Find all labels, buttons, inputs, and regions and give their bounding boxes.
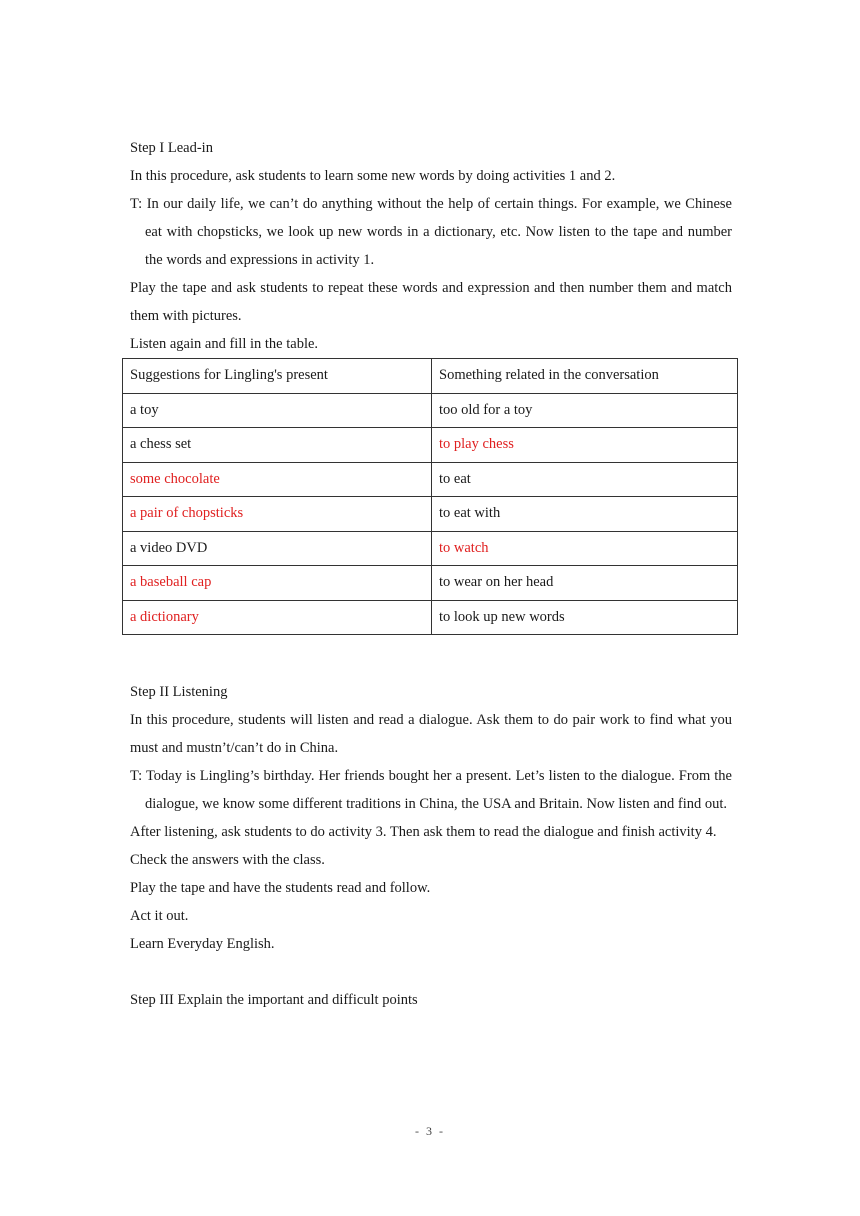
spacer xyxy=(130,958,732,986)
table-answer-cell: some chocolate xyxy=(123,462,432,497)
table-answer-cell: to watch xyxy=(432,531,738,566)
step2-act: Act it out. xyxy=(130,908,189,924)
step1-play-instruction: Play the tape and ask students to repeat these words and expression and then number them and match them with pictures. xyxy=(130,280,732,324)
step1-intro: In this procedure, ask students to learn some new words by doing activities 1 and 2. xyxy=(130,168,616,184)
document-body xyxy=(130,134,732,1014)
table-header-cell: Suggestions for Lingling's present xyxy=(123,359,432,394)
step3-heading: Step III Explain the important and difficult points xyxy=(130,992,418,1008)
table-cell: to eat xyxy=(432,462,738,497)
table-header-cell: Something related in the conversation xyxy=(432,359,738,394)
step2-play: Play the tape and have the students read and follow. xyxy=(130,880,431,896)
step1-listen-again: Listen again and fill in the table. xyxy=(130,336,319,352)
table-cell: a toy xyxy=(123,393,432,428)
table-cell: to look up new words xyxy=(432,600,738,635)
table-cell: a video DVD xyxy=(123,531,432,566)
table-answer-cell: a dictionary xyxy=(123,600,432,635)
step2-check: Check the answers with the class. xyxy=(130,852,325,868)
table-answer-cell: a pair of chopsticks xyxy=(123,497,432,532)
step2-intro: In this procedure, students will listen and read a dialogue. Ask them to do pair work to find what you must and mustn’t/can’t do in China. xyxy=(130,712,732,756)
table-row xyxy=(123,497,738,532)
step1-teacher-speech: T: In our daily life, we can’t do anything without the help of certain things. For example, we Chinese eat with chopsticks, we look up new words in a dictionary, etc. Now listen to the tape and number the words and expressions in activity 1. xyxy=(130,196,732,268)
table-row xyxy=(123,566,738,601)
table-cell: a chess set xyxy=(123,428,432,463)
table-answer-cell: a baseball cap xyxy=(123,566,432,601)
table-cell: too old for a toy xyxy=(432,393,738,428)
table-row xyxy=(123,393,738,428)
step1-heading: Step I Lead-in xyxy=(130,140,213,156)
table-row xyxy=(123,462,738,497)
present-suggestions-table xyxy=(122,358,738,635)
step2-learn: Learn Everyday English. xyxy=(130,936,275,952)
step2-heading: Step II Listening xyxy=(130,684,228,700)
table-answer-cell: to play chess xyxy=(432,428,738,463)
step2-teacher-speech: T: Today is Lingling’s birthday. Her friends bought her a present. Let’s listen to the dialogue. From the dialogue, we know some different traditions in China, the USA and Britain. Now listen and find out. xyxy=(130,768,732,812)
table-cell: to wear on her head xyxy=(432,566,738,601)
table-row xyxy=(123,428,738,463)
step2-after-listening: After listening, ask students to do activity 3. Then ask them to read the dialogue and finish activity 4. xyxy=(130,824,717,840)
page-number: - 3 - xyxy=(415,1124,445,1138)
table-row xyxy=(123,531,738,566)
spacer xyxy=(130,635,732,678)
table-header-row xyxy=(123,359,738,394)
table-row xyxy=(123,600,738,635)
table-cell: to eat with xyxy=(432,497,738,532)
